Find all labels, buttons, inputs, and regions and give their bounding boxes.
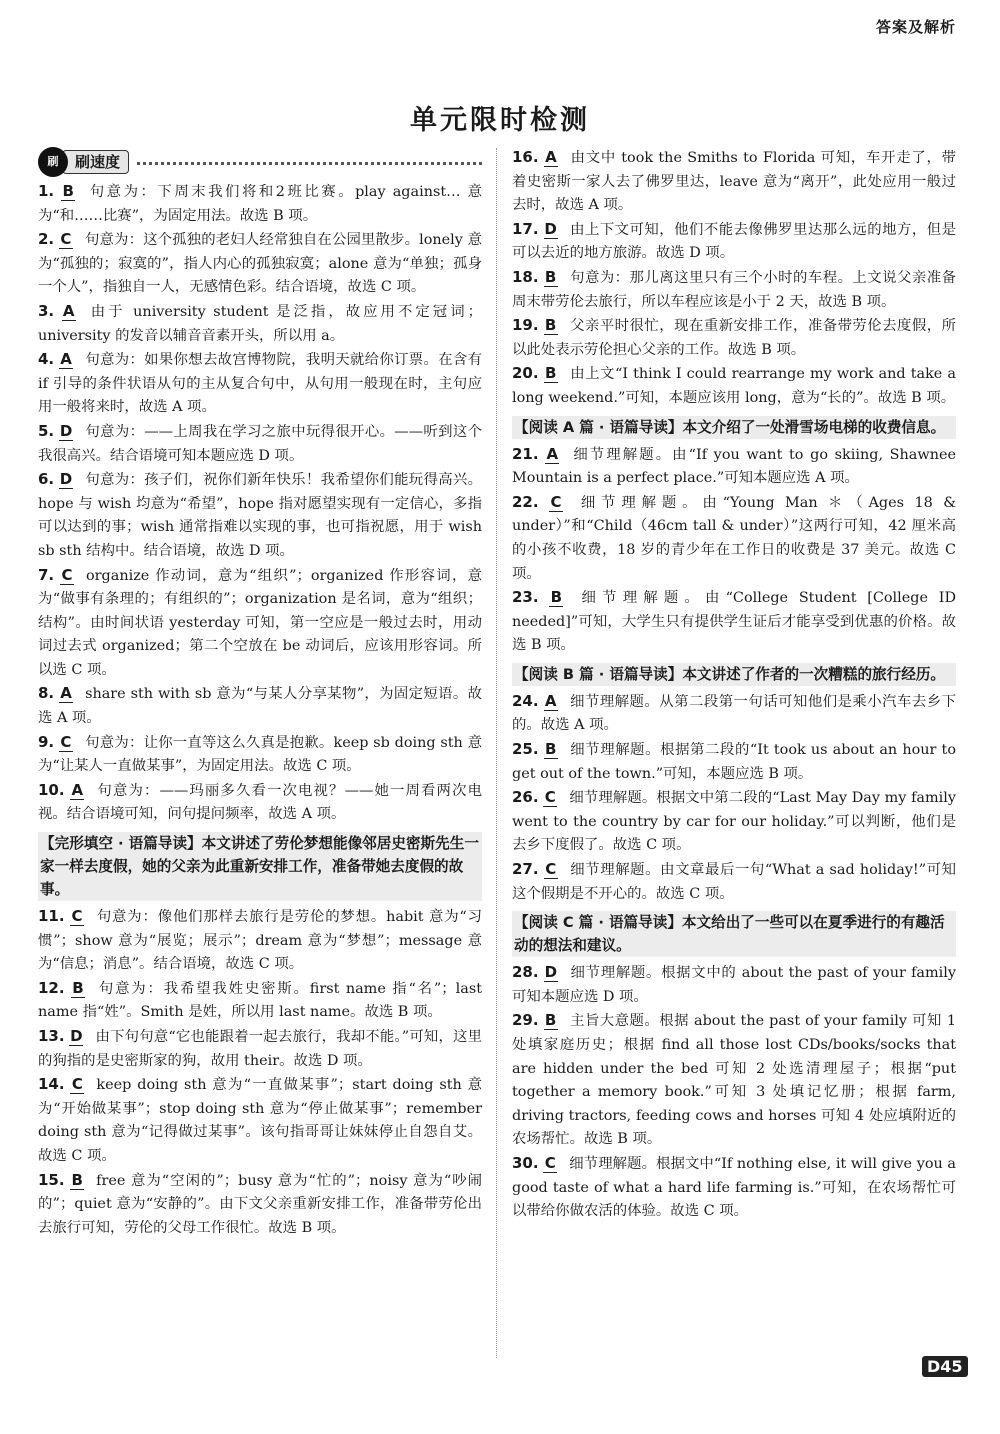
answer-item bbox=[512, 961, 956, 1009]
explanation-text: 细节理解题。根据文中的 about the past of your family 可知本题应选 D 项。 bbox=[512, 965, 956, 1005]
item-number: 17. bbox=[512, 219, 539, 238]
explanation-text: 句意为：我希望我姓史密斯。first name 指“名”；last name 指“姓”。Smith 是姓，所以用 last name。故选 B 项。 bbox=[38, 980, 483, 1021]
item-number: 14. bbox=[38, 1075, 65, 1094]
answer-letter: B bbox=[71, 1170, 83, 1189]
page-title: 单元限时检测 bbox=[410, 105, 590, 136]
answer-item bbox=[38, 468, 482, 563]
explanation-text: 由上下文可知，他们不能去像佛罗里达那么远的地方，但是可以去近的地方旅游。故选 D 项。 bbox=[512, 221, 956, 262]
answer-letter: D bbox=[59, 470, 73, 489]
answer-item bbox=[38, 1169, 482, 1241]
explanation-text: 细节理解题。由“If you want to go skiing, Shawnee Mountain is a perfect place.”可知本题应选 A 项。 bbox=[512, 446, 957, 487]
answer-item bbox=[512, 218, 956, 266]
answer-letter: B bbox=[544, 316, 557, 335]
page-number: D45 bbox=[922, 1356, 968, 1377]
answer-letter: A bbox=[60, 684, 72, 703]
explanation-text: 句意为：——玛丽多久看一次电视？——她一周看两次电视。结合语境可知，问句提问频率，故选 A 项。 bbox=[38, 782, 482, 823]
item-number: 4. bbox=[38, 350, 55, 369]
answer-item bbox=[38, 905, 482, 977]
answer-letter: B bbox=[544, 364, 557, 383]
answer-letter: D bbox=[544, 219, 557, 238]
item-number: 22. bbox=[512, 492, 539, 511]
explanation-text: 细节理解题。由“Young Man ＊（Ages 18 & under）”和“Child（46cm tall & under）”这两行可知，42 厘米高的小孩不收费，18 岁的青少年在工作日的收费是 37 美元。故选 C 项。 bbox=[512, 494, 957, 582]
explanation-text: keep doing sth 意为“一直做某事”；start doing sth 意为“开始做某事”；stop doing sth 意为“停止做某事”；remember doing sth 意为“记得做过某事”。该句指哥哥让妹妹停止自怨自艾。故选 C 项。 bbox=[38, 1077, 482, 1164]
answer-item bbox=[38, 682, 482, 730]
answer-letter: A bbox=[71, 780, 84, 799]
answer-letter: C bbox=[61, 565, 73, 584]
explanation-text: organize 作动词，意为“组织”；organized 作形容词，意为“做事有条理的；有组织的”；organization 是名词，意为“组织；结构”。由时间状语 yesterday 可知，第一空应是一般过去时，用动词过去式 organized；第二个空放在 be 动词后，应该用形容词。所以选 C 项。 bbox=[38, 567, 482, 678]
item-number: 5. bbox=[38, 421, 55, 440]
dotted-rule bbox=[137, 162, 482, 165]
explanation-text: free 意为“空闲的”；busy 意为“忙的”；noisy 意为“吵闹的”；quiet 意为“安静的”。由下文父亲重新安排工作，准备带劳伦出去旅行可知，劳伦的父母工作很忙。故选 B 项。 bbox=[38, 1172, 483, 1236]
answer-item bbox=[512, 443, 956, 491]
item-number: 13. bbox=[38, 1027, 65, 1045]
item-number: 30. bbox=[512, 1153, 539, 1172]
answer-item bbox=[38, 779, 482, 827]
answer-letter: C bbox=[60, 732, 72, 751]
answer-letter: A bbox=[60, 350, 72, 369]
answer-item bbox=[512, 362, 956, 410]
explanation-text: 句意为：那儿离这里只有三个小时的车程。上文说父亲准备周末带劳伦去旅行，所以车程应该是小于 2 天，故选 B 项。 bbox=[512, 269, 956, 310]
answer-item bbox=[38, 300, 482, 348]
answer-item bbox=[38, 731, 482, 779]
reading-guide: 【阅读 A 篇 · 语篇导读】本文介绍了一处滑雪场电梯的收费信息。 bbox=[512, 416, 956, 439]
item-number: 23. bbox=[512, 588, 539, 607]
item-number: 1. bbox=[38, 182, 55, 200]
explanation-text: 句意为：如果你想去故宫博物院，我明天就给你订票。在含有 if 引导的条件状语从句的主从复合句中，从句用一般现在时，主句应用一般将来时，故选 A 项。 bbox=[38, 352, 482, 416]
explanation-text: 细节理解题。根据第二段的“It took us about an hour to get out of the town.”可知，本题应选 B 项。 bbox=[512, 742, 956, 782]
item-number: 21. bbox=[512, 444, 539, 463]
explanation-text: 父亲平时很忙，现在重新安排工作，准备带劳伦去度假，所以此处表示劳伦担心父亲的工作。故选 B 项。 bbox=[512, 318, 956, 358]
item-number: 8. bbox=[38, 684, 55, 703]
answer-letter: B bbox=[544, 267, 557, 286]
item-number: 6. bbox=[38, 470, 55, 489]
explanation-text: 句意为：——上周我在学习之旅中玩得很开心。——听到这个我很高兴。结合语境可知本题应选 D 项。 bbox=[38, 423, 482, 464]
answer-letter: C bbox=[550, 492, 562, 511]
explanation-text: 细节理解题。由“College Student [College ID needed]”可知，大学生只有提供学生证后才能享受到优惠的价格。故选 B 项。 bbox=[512, 590, 956, 654]
answer-item bbox=[38, 977, 482, 1025]
answer-item bbox=[512, 266, 956, 314]
answer-letter: B bbox=[62, 182, 74, 200]
brush-icon: 刷 bbox=[38, 147, 68, 177]
item-number: 25. bbox=[512, 740, 539, 759]
answer-letter: D bbox=[59, 421, 73, 440]
answer-item bbox=[512, 1009, 956, 1152]
answer-letter: A bbox=[544, 691, 557, 710]
answer-item bbox=[512, 786, 956, 858]
item-number: 9. bbox=[38, 732, 55, 751]
explanation-text: 由文中 took the Smiths to Florida 可知，车开走了，带着史密斯一家人去了佛罗里达，leave 意为“离开”，此处应用一般过去时，故选 A 项。 bbox=[512, 150, 956, 214]
explanation-text: 句意为：让你一直等这么久真是抱歉。keep sb doing sth 意为“让某人一直做某事”，为固定用法。故选 C 项。 bbox=[38, 734, 482, 775]
answer-letter: D bbox=[544, 963, 558, 982]
explanation-text: 由下句句意“它也能跟着一起去旅行，我却不能。”可知，这里的狗指的是史密斯家的狗，故用 their。故选 D 项。 bbox=[38, 1029, 482, 1069]
answer-item bbox=[38, 1073, 482, 1168]
item-number: 15. bbox=[38, 1170, 65, 1189]
answer-item bbox=[38, 348, 482, 420]
section-label: 刷速度 bbox=[62, 150, 129, 174]
item-number: 2. bbox=[38, 230, 55, 249]
item-number: 3. bbox=[38, 301, 55, 320]
answer-item bbox=[512, 314, 956, 362]
answer-letter: B bbox=[545, 740, 557, 759]
item-number: 10. bbox=[38, 780, 65, 799]
right-answer-list bbox=[512, 146, 956, 1224]
explanation-text: share sth with sb 意为“与某人分享某物”，为固定短语。故选 A 项。 bbox=[38, 686, 482, 727]
header-label: 答案及解析 bbox=[875, 18, 956, 36]
right-column bbox=[512, 146, 956, 1224]
answer-item bbox=[38, 180, 482, 228]
item-number: 19. bbox=[512, 316, 539, 335]
answer-letter: C bbox=[545, 860, 557, 879]
explanation-text: 句意为：下周末我们将和2班比赛。play against… 意为“和……比赛”，为固定用法。故选 B 项。 bbox=[38, 184, 483, 224]
explanation-text: 由上文“I think I could rearrange my work and take a long weekend.”可知，本题应该用 long，意为“长的”。故选 B 项。 bbox=[512, 366, 956, 406]
answer-letter: C bbox=[60, 230, 72, 249]
answer-item bbox=[512, 491, 956, 586]
answer-letter: B bbox=[544, 1011, 557, 1030]
explanation-text: 细节理解题。从第二段第一句话可知他们是乘小汽车去乡下的。故选 A 项。 bbox=[512, 693, 956, 734]
column-divider bbox=[496, 148, 497, 1358]
answer-item bbox=[38, 228, 482, 300]
explanation-text: 由于 university student 是泛指，故应用不定冠词；university 的发音以辅音音素开头，所以用 a。 bbox=[38, 303, 482, 344]
section-badge bbox=[38, 146, 482, 178]
answer-letter: C bbox=[71, 907, 83, 926]
left-answer-list bbox=[38, 180, 482, 1240]
explanation-text: 细节理解题。根据文中第二段的“Last May Day my family went to the country by car for our holiday.”可以判断，他们是去乡下度假了。故选 C 项。 bbox=[512, 790, 956, 854]
reading-guide: 【完形填空 · 语篇导读】本文讲述了劳伦梦想能像邻居史密斯先生一家一样去度假，她的父亲为此重新安排工作，准备带她去度假的故事。 bbox=[38, 832, 482, 901]
answer-item bbox=[38, 564, 482, 683]
answer-letter: A bbox=[546, 444, 559, 463]
item-number: 7. bbox=[38, 565, 55, 584]
item-number: 18. bbox=[512, 267, 539, 286]
reading-guide: 【阅读 B 篇 · 语篇导读】本文讲述了作者的一次糟糕的旅行经历。 bbox=[512, 663, 956, 686]
explanation-text: 细节理解题。根据文中“If nothing else, it will give you a good taste of what a hard life farming is.”可知，在农场帮忙可以带给你做农活的体验。故选 C 项。 bbox=[512, 1155, 957, 1220]
explanation-text: 句意为：孩子们，祝你们新年快乐！我希望你们能玩得高兴。hope 与 wish 均意为“希望”，hope 指对愿望实现有一定信心，多指可以达到的事；wish 通常指难以实现的事，也可指祝愿，用于 wish sb sth 结构中。结合语境，故选 D 项。 bbox=[38, 472, 482, 559]
item-number: 12. bbox=[38, 978, 65, 997]
item-number: 24. bbox=[512, 691, 539, 710]
item-number: 16. bbox=[512, 148, 539, 166]
answer-letter: D bbox=[70, 1027, 83, 1045]
answer-letter: A bbox=[62, 301, 75, 320]
answer-letter: C bbox=[544, 1153, 556, 1172]
left-column bbox=[38, 146, 482, 1240]
item-number: 26. bbox=[512, 788, 539, 807]
explanation-text: 主旨大意题。根据 about the past of your family 可知 1 处填家庭历史；根据 find all those lost CDs/books/socks that are hidden under the bed 可知 2 处选清理屋子；根据“put together a memory book.”可知 3 处填记忆册；根据 farm, driving tractors, feeding cows and horses 可知 4 处应填附近的农场帮忙。故选 B 项。 bbox=[512, 1013, 956, 1148]
answer-letter: B bbox=[550, 588, 563, 607]
answer-item bbox=[38, 420, 482, 468]
answer-letter: C bbox=[71, 1075, 83, 1094]
item-number: 29. bbox=[512, 1011, 539, 1030]
answer-letter: B bbox=[72, 978, 84, 997]
answer-letter: A bbox=[545, 148, 557, 166]
answer-item bbox=[38, 1025, 482, 1073]
explanation-text: 句意为：这个孤独的老妇人经常独自在公园里散步。lonely 意为“孤独的；寂寞的”，指人内心的孤独寂寞；alone 意为“单独；孤身一个人”，指独自一人，无感情色彩。结合语境，故选 C 项。 bbox=[38, 232, 482, 296]
answer-item bbox=[512, 858, 956, 906]
item-number: 20. bbox=[512, 364, 539, 383]
item-number: 11. bbox=[38, 907, 65, 926]
answer-letter: C bbox=[544, 788, 556, 807]
reading-guide: 【阅读 C 篇 · 语篇导读】本文给出了一些可以在夏季进行的有趣活动的想法和建议。 bbox=[512, 911, 956, 957]
answer-item bbox=[512, 586, 956, 658]
answer-item bbox=[512, 1152, 956, 1224]
item-number: 28. bbox=[512, 963, 539, 982]
answer-item bbox=[512, 738, 956, 786]
answer-item bbox=[512, 690, 956, 738]
item-number: 27. bbox=[512, 860, 539, 879]
explanation-text: 细节理解题。由文章最后一句“What a sad holiday!”可知这个假期是不开心的。故选 C 项。 bbox=[512, 862, 956, 902]
explanation-text: 句意为：像他们那样去旅行是劳伦的梦想。habit 意为“习惯”；show 意为“展览；展示”；dream 意为“梦想”；message 意为“信息；消息”。结合语境，故选 C 项。 bbox=[38, 909, 482, 973]
answer-item bbox=[512, 146, 956, 218]
